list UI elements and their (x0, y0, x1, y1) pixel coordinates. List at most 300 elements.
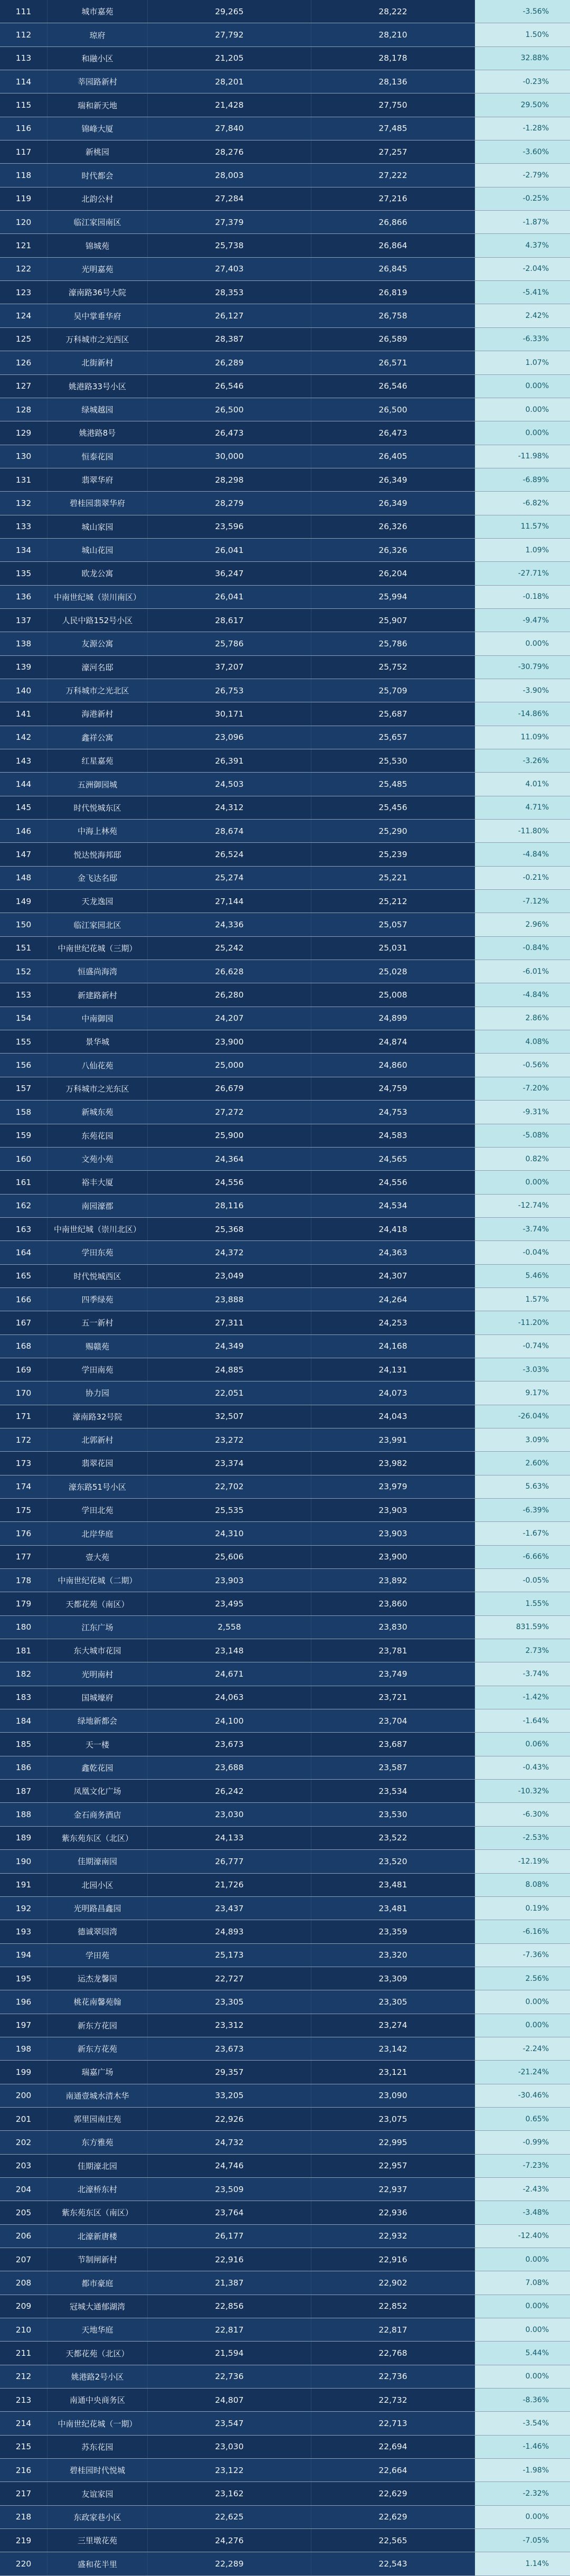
rank-cell: 155 (0, 1030, 48, 1053)
previous-price-cell: 28,353 (148, 281, 311, 304)
community-name-cell: 临江家园北区 (48, 913, 148, 936)
previous-price-cell: 33,205 (148, 2084, 311, 2107)
change-percent-cell: 0.82% (475, 1148, 570, 1170)
rank-cell: 190 (0, 1850, 48, 1873)
previous-price-cell: 21,726 (148, 1874, 311, 1896)
change-percent-cell: -8.36% (475, 2389, 570, 2411)
current-price-cell: 26,571 (311, 351, 475, 374)
current-price-cell: 22,694 (311, 2436, 475, 2458)
change-percent-cell: -4.84% (475, 983, 570, 1006)
current-price-cell: 25,786 (311, 632, 475, 655)
community-name-cell: 濠河名邸 (48, 656, 148, 679)
community-name-cell: 城山家园 (48, 515, 148, 538)
previous-price-cell: 26,679 (148, 1077, 311, 1100)
community-name-cell: 临江家园南区 (48, 211, 148, 233)
table-row (0, 2178, 570, 2201)
previous-price-cell: 28,116 (148, 1195, 311, 1217)
rank-cell: 183 (0, 1686, 48, 1709)
change-percent-cell: -7.12% (475, 890, 570, 913)
previous-price-cell: 25,000 (148, 1054, 311, 1076)
change-percent-cell: -5.08% (475, 1124, 570, 1147)
community-name-cell: 运杰龙馨园 (48, 1967, 148, 1990)
change-percent-cell: -0.99% (475, 2131, 570, 2154)
previous-price-cell: 28,276 (148, 140, 311, 163)
current-price-cell: 23,781 (311, 1639, 475, 1662)
table-row (0, 983, 570, 1007)
table-row (0, 1616, 570, 1639)
current-price-cell: 23,274 (311, 2014, 475, 2037)
community-name-cell: 新城东苑 (48, 1101, 148, 1123)
change-percent-cell: -9.47% (475, 609, 570, 632)
community-name-cell: 翡翠华府 (48, 468, 148, 491)
current-price-cell: 23,749 (311, 1662, 475, 1685)
previous-price-cell: 23,030 (148, 1803, 311, 1826)
rank-cell: 195 (0, 1967, 48, 1990)
table-row (0, 1897, 570, 1920)
rank-cell: 165 (0, 1265, 48, 1287)
rank-cell: 162 (0, 1195, 48, 1217)
community-name-cell: 欧龙公寓 (48, 562, 148, 585)
previous-price-cell: 24,063 (148, 1686, 311, 1709)
previous-price-cell: 24,372 (148, 1241, 311, 1264)
rank-cell: 200 (0, 2084, 48, 2107)
current-price-cell: 23,830 (311, 1616, 475, 1639)
table-row (0, 1288, 570, 1311)
change-percent-cell: -2.04% (475, 258, 570, 280)
change-percent-cell: 9.17% (475, 1381, 570, 1404)
previous-price-cell: 24,207 (148, 1007, 311, 1030)
change-percent-cell: -6.30% (475, 1803, 570, 1826)
previous-price-cell: 22,916 (148, 2248, 311, 2271)
current-price-cell: 23,860 (311, 1592, 475, 1615)
community-name-cell: 光明路昌鑫园 (48, 1897, 148, 1920)
change-percent-cell: -1.98% (475, 2459, 570, 2481)
change-percent-cell: -30.46% (475, 2084, 570, 2107)
previous-price-cell: 26,473 (148, 421, 311, 444)
table-row (0, 398, 570, 421)
community-name-cell: 万科城市之光北区 (48, 679, 148, 702)
table-row (0, 1452, 570, 1475)
community-name-cell: 濠南路36号大院 (48, 281, 148, 304)
current-price-cell: 26,546 (311, 375, 475, 398)
rank-cell: 142 (0, 726, 48, 749)
change-percent-cell: 0.00% (475, 375, 570, 398)
current-price-cell: 24,043 (311, 1405, 475, 1428)
table-row (0, 1124, 570, 1148)
table-row (0, 1428, 570, 1452)
community-name-cell: 中南世纪花城（一期） (48, 2412, 148, 2434)
change-percent-cell: 1.14% (475, 2552, 570, 2575)
community-name-cell: 绿地新都会 (48, 1709, 148, 1732)
table-row (0, 632, 570, 655)
previous-price-cell: 25,242 (148, 937, 311, 960)
current-price-cell: 22,916 (311, 2248, 475, 2271)
previous-price-cell: 24,503 (148, 773, 311, 795)
current-price-cell: 22,543 (311, 2552, 475, 2575)
community-name-cell: 友源公寓 (48, 632, 148, 655)
previous-price-cell: 29,357 (148, 2061, 311, 2083)
rank-cell: 196 (0, 1990, 48, 2013)
current-price-cell: 22,932 (311, 2225, 475, 2248)
current-price-cell: 23,481 (311, 1897, 475, 1920)
previous-price-cell: 27,144 (148, 890, 311, 913)
previous-price-cell: 27,792 (148, 23, 311, 46)
current-price-cell: 25,031 (311, 937, 475, 960)
rank-cell: 112 (0, 23, 48, 46)
community-name-cell: 节制闸新村 (48, 2248, 148, 2271)
table-row (0, 47, 570, 70)
previous-price-cell: 23,030 (148, 2436, 311, 2458)
previous-price-cell: 30,171 (148, 702, 311, 725)
community-name-cell: 红星嘉苑 (48, 749, 148, 772)
current-price-cell: 23,359 (311, 1920, 475, 1943)
table-row (0, 234, 570, 257)
previous-price-cell: 22,926 (148, 2108, 311, 2130)
change-percent-cell: 2.56% (475, 1967, 570, 1990)
community-name-cell: 瑞嘉广场 (48, 2061, 148, 2083)
previous-price-cell: 26,753 (148, 679, 311, 702)
rank-cell: 146 (0, 820, 48, 842)
community-name-cell: 学田苑 (48, 1944, 148, 1967)
current-price-cell: 25,008 (311, 983, 475, 1006)
rank-cell: 114 (0, 70, 48, 93)
previous-price-cell: 23,673 (148, 2037, 311, 2060)
rank-cell: 176 (0, 1522, 48, 1545)
community-name-cell: 东大城市花园 (48, 1639, 148, 1662)
rank-cell: 178 (0, 1569, 48, 1592)
community-name-cell: 东政家巷小区 (48, 2506, 148, 2528)
community-name-cell: 光明南村 (48, 1662, 148, 1685)
current-price-cell: 23,142 (311, 2037, 475, 2060)
current-price-cell: 23,892 (311, 1569, 475, 1592)
current-price-cell: 23,090 (311, 2084, 475, 2107)
rank-cell: 181 (0, 1639, 48, 1662)
rank-cell: 211 (0, 2342, 48, 2364)
previous-price-cell: 23,547 (148, 2412, 311, 2434)
table-row (0, 1944, 570, 1967)
community-name-cell: 裕丰大厦 (48, 1171, 148, 1193)
previous-price-cell: 24,276 (148, 2529, 311, 2552)
previous-price-cell: 22,817 (148, 2318, 311, 2341)
previous-price-cell: 26,280 (148, 983, 311, 1006)
table-row (0, 0, 570, 23)
change-percent-cell: -2.24% (475, 2037, 570, 2060)
change-percent-cell: 2.86% (475, 1007, 570, 1030)
table-row (0, 586, 570, 609)
rank-cell: 182 (0, 1662, 48, 1685)
previous-price-cell: 23,764 (148, 2201, 311, 2224)
table-row (0, 23, 570, 46)
rank-cell: 205 (0, 2201, 48, 2224)
table-row (0, 1920, 570, 1943)
table-row (0, 2295, 570, 2318)
rank-cell: 174 (0, 1475, 48, 1498)
current-price-cell: 22,736 (311, 2365, 475, 2388)
current-price-cell: 25,687 (311, 702, 475, 725)
rank-cell: 167 (0, 1311, 48, 1334)
current-price-cell: 22,937 (311, 2178, 475, 2201)
table-row (0, 1803, 570, 1826)
community-name-cell: 时代都会 (48, 164, 148, 186)
current-price-cell: 23,903 (311, 1499, 475, 1521)
current-price-cell: 23,075 (311, 2108, 475, 2130)
current-price-cell: 26,473 (311, 421, 475, 444)
rank-cell: 124 (0, 304, 48, 327)
change-percent-cell: -0.21% (475, 867, 570, 889)
previous-price-cell: 23,437 (148, 1897, 311, 1920)
table-row (0, 515, 570, 539)
rank-cell: 137 (0, 609, 48, 632)
change-percent-cell: 2.96% (475, 913, 570, 936)
change-percent-cell: 5.44% (475, 2342, 570, 2364)
rank-cell: 216 (0, 2459, 48, 2481)
community-name-cell: 姚港路8号 (48, 421, 148, 444)
table-row (0, 2552, 570, 2575)
change-percent-cell: 1.57% (475, 1288, 570, 1311)
table-row (0, 562, 570, 585)
change-percent-cell: -10.32% (475, 1780, 570, 1802)
current-price-cell: 24,264 (311, 1288, 475, 1311)
previous-price-cell: 27,311 (148, 1311, 311, 1334)
rank-cell: 213 (0, 2389, 48, 2411)
rank-cell: 208 (0, 2271, 48, 2294)
table-row (0, 1007, 570, 1030)
current-price-cell: 28,210 (311, 23, 475, 46)
rank-cell: 214 (0, 2412, 48, 2434)
previous-price-cell: 23,148 (148, 1639, 311, 1662)
current-price-cell: 23,900 (311, 1546, 475, 1568)
table-row (0, 2061, 570, 2084)
current-price-cell: 25,456 (311, 796, 475, 819)
previous-price-cell: 24,364 (148, 1148, 311, 1170)
previous-price-cell: 28,387 (148, 328, 311, 351)
rank-cell: 117 (0, 140, 48, 163)
rank-cell: 151 (0, 937, 48, 960)
table-row (0, 2155, 570, 2178)
previous-price-cell: 28,674 (148, 820, 311, 842)
change-percent-cell: -7.23% (475, 2155, 570, 2177)
change-percent-cell: -27.71% (475, 562, 570, 585)
rank-cell: 194 (0, 1944, 48, 1967)
community-name-cell: 中南世纪城（崇川南区） (48, 586, 148, 608)
table-row (0, 1499, 570, 1522)
current-price-cell: 26,589 (311, 328, 475, 351)
community-name-cell: 凤凰文化广场 (48, 1780, 148, 1802)
current-price-cell: 26,500 (311, 398, 475, 421)
community-name-cell: 南通中央商务区 (48, 2389, 148, 2411)
current-price-cell: 24,168 (311, 1335, 475, 1358)
previous-price-cell: 25,173 (148, 1944, 311, 1967)
current-price-cell: 26,326 (311, 539, 475, 561)
current-price-cell: 25,752 (311, 656, 475, 679)
community-name-cell: 国城壕府 (48, 1686, 148, 1709)
change-percent-cell: -6.82% (475, 492, 570, 514)
previous-price-cell: 22,625 (148, 2506, 311, 2528)
previous-price-cell: 24,885 (148, 1358, 311, 1381)
change-percent-cell: 0.65% (475, 2108, 570, 2130)
table-row (0, 2108, 570, 2131)
change-percent-cell: -1.67% (475, 1522, 570, 1545)
table-row (0, 93, 570, 117)
current-price-cell: 27,750 (311, 93, 475, 116)
rank-cell: 157 (0, 1077, 48, 1100)
current-price-cell: 26,349 (311, 468, 475, 491)
current-price-cell: 27,485 (311, 117, 475, 140)
table-row (0, 2412, 570, 2435)
change-percent-cell: -7.20% (475, 1077, 570, 1100)
current-price-cell: 25,028 (311, 960, 475, 983)
table-row (0, 492, 570, 515)
current-price-cell: 24,753 (311, 1101, 475, 1123)
community-name-cell: 碧桂园翡翠华府 (48, 492, 148, 514)
table-row (0, 1569, 570, 1592)
community-name-cell: 琼府 (48, 23, 148, 46)
current-price-cell: 28,222 (311, 0, 475, 23)
table-row (0, 2318, 570, 2342)
table-row (0, 913, 570, 936)
current-price-cell: 25,212 (311, 890, 475, 913)
change-percent-cell: 11.57% (475, 515, 570, 538)
table-row (0, 351, 570, 374)
current-price-cell: 26,845 (311, 258, 475, 280)
community-name-cell: 时代悦城西区 (48, 1265, 148, 1287)
rank-cell: 187 (0, 1780, 48, 1802)
previous-price-cell: 24,310 (148, 1522, 311, 1545)
rank-cell: 115 (0, 93, 48, 116)
table-row (0, 187, 570, 211)
current-price-cell: 22,664 (311, 2459, 475, 2481)
table-row (0, 258, 570, 281)
table-row (0, 1827, 570, 1850)
previous-price-cell: 22,289 (148, 2552, 311, 2575)
previous-price-cell: 24,133 (148, 1827, 311, 1849)
community-name-cell: 新东方花园 (48, 2014, 148, 2037)
table-row (0, 1195, 570, 1218)
table-row (0, 1077, 570, 1101)
community-name-cell: 恒泰花园 (48, 445, 148, 468)
current-price-cell: 22,936 (311, 2201, 475, 2224)
current-price-cell: 27,216 (311, 187, 475, 210)
rank-cell: 166 (0, 1288, 48, 1311)
current-price-cell: 24,307 (311, 1265, 475, 1287)
rank-cell: 138 (0, 632, 48, 655)
current-price-cell: 23,991 (311, 1428, 475, 1451)
table-row (0, 1967, 570, 1990)
community-name-cell: 北岸华庭 (48, 1522, 148, 1545)
table-row (0, 726, 570, 749)
rank-cell: 170 (0, 1381, 48, 1404)
change-percent-cell: 4.37% (475, 234, 570, 257)
rank-cell: 204 (0, 2178, 48, 2201)
change-percent-cell: 7.08% (475, 2271, 570, 2294)
rank-cell: 209 (0, 2295, 48, 2318)
community-name-cell: 学田南苑 (48, 1358, 148, 1381)
rank-cell: 123 (0, 281, 48, 304)
rank-cell: 192 (0, 1897, 48, 1920)
current-price-cell: 25,239 (311, 843, 475, 866)
change-percent-cell: 0.00% (475, 398, 570, 421)
change-percent-cell: 29.50% (475, 93, 570, 116)
change-percent-cell: -3.60% (475, 140, 570, 163)
previous-price-cell: 21,205 (148, 47, 311, 70)
change-percent-cell: -3.74% (475, 1662, 570, 1685)
change-percent-cell: 0.00% (475, 2365, 570, 2388)
previous-price-cell: 25,274 (148, 867, 311, 889)
current-price-cell: 23,903 (311, 1522, 475, 1545)
table-row (0, 749, 570, 773)
previous-price-cell: 24,746 (148, 2155, 311, 2177)
rank-cell: 119 (0, 187, 48, 210)
table-row (0, 468, 570, 492)
table-row (0, 1592, 570, 1615)
rank-cell: 159 (0, 1124, 48, 1147)
previous-price-cell: 28,201 (148, 70, 311, 93)
community-name-cell: 盛和花半里 (48, 2552, 148, 2575)
previous-price-cell: 26,628 (148, 960, 311, 983)
previous-price-cell: 26,391 (148, 749, 311, 772)
previous-price-cell: 24,807 (148, 2389, 311, 2411)
rank-cell: 207 (0, 2248, 48, 2271)
rank-cell: 218 (0, 2506, 48, 2528)
change-percent-cell: 0.00% (475, 2318, 570, 2341)
community-name-cell: 新桃园 (48, 140, 148, 163)
community-name-cell: 碧桂园时代悦城 (48, 2459, 148, 2481)
change-percent-cell: -1.87% (475, 211, 570, 233)
community-name-cell: 冠城大通郁湖湾 (48, 2295, 148, 2318)
community-name-cell: 绿城越园 (48, 398, 148, 421)
previous-price-cell: 21,387 (148, 2271, 311, 2294)
change-percent-cell: -9.31% (475, 1101, 570, 1123)
change-percent-cell: -12.74% (475, 1195, 570, 1217)
table-row (0, 1054, 570, 1077)
change-percent-cell: -1.64% (475, 1709, 570, 1732)
current-price-cell: 24,899 (311, 1007, 475, 1030)
previous-price-cell: 24,556 (148, 1171, 311, 1193)
community-name-cell: 赐赣苑 (48, 1335, 148, 1358)
community-name-cell: 鑫祥公寓 (48, 726, 148, 749)
rank-cell: 153 (0, 983, 48, 1006)
rank-cell: 135 (0, 562, 48, 585)
change-percent-cell: 0.00% (475, 1171, 570, 1193)
community-name-cell: 时代悦城东区 (48, 796, 148, 819)
previous-price-cell: 28,279 (148, 492, 311, 514)
table-row (0, 2131, 570, 2154)
community-name-cell: 北濠桥东村 (48, 2178, 148, 2201)
previous-price-cell: 27,272 (148, 1101, 311, 1123)
rank-cell: 150 (0, 913, 48, 936)
previous-price-cell: 24,893 (148, 1920, 311, 1943)
table-row (0, 1522, 570, 1545)
previous-price-cell: 28,298 (148, 468, 311, 491)
community-name-cell: 四季绿苑 (48, 1288, 148, 1311)
previous-price-cell: 26,242 (148, 1780, 311, 1802)
table-row (0, 1335, 570, 1358)
table-row (0, 328, 570, 351)
change-percent-cell: 0.19% (475, 1897, 570, 1920)
current-price-cell: 25,994 (311, 586, 475, 608)
table-row (0, 281, 570, 304)
community-name-cell: 北韵公村 (48, 187, 148, 210)
rank-cell: 118 (0, 164, 48, 186)
rank-cell: 177 (0, 1546, 48, 1568)
community-name-cell: 吴中掌垂华府 (48, 304, 148, 327)
current-price-cell: 27,257 (311, 140, 475, 163)
previous-price-cell: 26,127 (148, 304, 311, 327)
previous-price-cell: 21,594 (148, 2342, 311, 2364)
change-percent-cell: -0.18% (475, 586, 570, 608)
change-percent-cell: -0.43% (475, 1756, 570, 1779)
change-percent-cell: 1.50% (475, 23, 570, 46)
